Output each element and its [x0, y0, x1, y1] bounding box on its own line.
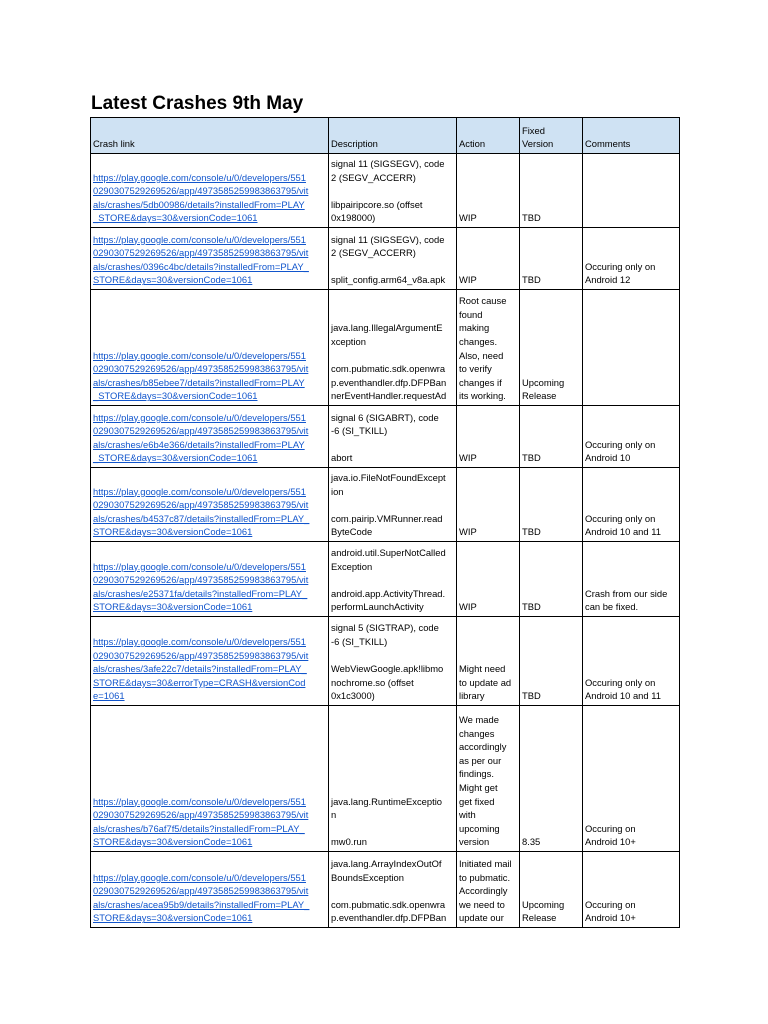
fixed-version-cell: TBD — [520, 617, 583, 706]
crash-link-cell — [91, 542, 329, 617]
description-signal: android.util.SuperNotCalled Exception — [331, 547, 446, 572]
crash-link-cell — [91, 706, 329, 852]
table-row — [91, 617, 680, 706]
crash-link[interactable]: https://play.google.com/console/u/0/developers/551 0290307529269526/app/4973585259983863795/vit als/crashes/e6b4e366/details?installedFrom=PLAY _STORE&days=30&versionCode=1061 — [93, 411, 309, 464]
table-row — [91, 706, 680, 852]
table-row — [91, 852, 680, 928]
description-signal: signal 6 (SIGABRT), code -6 (SI_TKILL) — [331, 411, 439, 437]
crashes-table — [90, 117, 680, 928]
crash-link[interactable]: https://play.google.com/console/u/0/developers/551 0290307529269526/app/4973585259983863795/vit als/crashes/3afe22c7/details?installedFrom=PLAY_ STORE&days=30&errorType=CRASH&versionCod e=1061 — [93, 636, 309, 702]
action-cell: WIP — [457, 154, 520, 228]
comments-cell: Crash from our side can be fixed. — [583, 542, 680, 617]
comments-cell: Occuring on Android 10+ — [583, 706, 680, 852]
column-header-crash-link: Crash link — [91, 118, 329, 154]
comments-cell: Occuring on Android 10+ — [583, 852, 680, 928]
action-cell: WIP — [457, 542, 520, 617]
description-spacer — [331, 822, 454, 836]
description-detail: abort — [331, 452, 353, 464]
description-signal: java.io.FileNotFoundExcept ion — [331, 472, 446, 497]
crash-link[interactable]: https://play.google.com/console/u/0/developers/551 0290307529269526/app/4973585259983863795/vit als/crashes/5db00986/details?installedFrom=PLAY _STORE&days=30&versionCode=1061 — [93, 171, 309, 224]
description-cell — [329, 468, 457, 542]
description-cell — [329, 290, 457, 406]
action-cell: WIP — [457, 228, 520, 290]
table-row — [91, 468, 680, 542]
table-row — [91, 228, 680, 290]
description-spacer — [331, 573, 454, 587]
action-cell: Root cause found making changes. Also, need to verify changes if its working. — [457, 290, 520, 406]
table-header-row — [91, 118, 680, 154]
action-cell: WIP — [457, 406, 520, 468]
description-detail: split_config.arm64_v8a.apk — [331, 274, 446, 286]
description-signal: signal 11 (SIGSEGV), code 2 (SEGV_ACCERR) — [331, 158, 445, 183]
description-signal: java.lang.RuntimeExceptio n — [331, 795, 442, 821]
crash-link[interactable]: https://play.google.com/console/u/0/developers/551 0290307529269526/app/4973585259983863795/vit als/crashes/e25371fa/details?installedFrom=PLAY_ STORE&days=30&versionCode=1061 — [93, 560, 309, 613]
action-cell: We made changes accordingly as per our findings. Might get get fixed with upcoming version — [457, 706, 520, 852]
fixed-version-cell: TBD — [520, 154, 583, 228]
description-spacer — [331, 884, 454, 898]
description-spacer — [331, 260, 454, 274]
description-cell — [329, 617, 457, 706]
description-cell — [329, 706, 457, 852]
description-cell — [329, 852, 457, 928]
description-detail: mw0.run — [331, 836, 367, 848]
crash-link-cell — [91, 154, 329, 228]
description-signal: java.lang.IllegalArgumentE xception — [331, 322, 443, 348]
description-cell — [329, 406, 457, 468]
crash-link[interactable]: https://play.google.com/console/u/0/developers/551 0290307529269526/app/4973585259983863795/vit als/crashes/acea95b9/details?installedFrom=PLAY_ STORE&days=30&versionCode=1061 — [93, 871, 310, 924]
description-cell — [329, 542, 457, 617]
description-spacer — [331, 438, 454, 452]
column-header-comments: Comments — [583, 118, 680, 154]
action-cell: Initiated mail to pubmatic. Accordingly we need to update our — [457, 852, 520, 928]
description-detail: libpairipcore.so (offset 0x198000) — [331, 198, 423, 224]
description-cell — [329, 154, 457, 228]
page-title: Latest Crashes 9th May — [91, 93, 304, 114]
description-signal: signal 5 (SIGTRAP), code -6 (SI_TKILL) — [331, 622, 439, 648]
description-spacer — [331, 649, 454, 663]
crash-link-cell — [91, 617, 329, 706]
crash-link[interactable]: https://play.google.com/console/u/0/developers/551 0290307529269526/app/4973585259983863795/vit als/crashes/b85ebee7/details?installedFrom=PLAY _STORE&days=30&versionCode=1061 — [93, 349, 309, 402]
table-row — [91, 290, 680, 406]
column-header-description: Description — [329, 118, 457, 154]
action-cell: Might need to update ad library — [457, 617, 520, 706]
fixed-version-cell: 8.35 — [520, 706, 583, 852]
crash-link-cell — [91, 290, 329, 406]
description-cell — [329, 228, 457, 290]
crash-link[interactable]: https://play.google.com/console/u/0/developers/551 0290307529269526/app/4973585259983863795/vit als/crashes/0396c4bc/details?installedFrom=PLAY_ STORE&days=30&versionCode=1061 — [93, 233, 309, 286]
fixed-version-cell: TBD — [520, 406, 583, 468]
action-cell: WIP — [457, 468, 520, 542]
fixed-version-cell: Upcoming Release — [520, 290, 583, 406]
comments-cell: Occuring only on Android 10 and 11 — [583, 468, 680, 542]
comments-cell — [583, 290, 680, 406]
description-detail: com.pairip.VMRunner.read ByteCode — [331, 512, 443, 538]
crash-link-cell — [91, 228, 329, 290]
fixed-version-cell: TBD — [520, 228, 583, 290]
description-detail: com.pubmatic.sdk.openwra p.eventhandler.dfp.DFPBan — [331, 898, 447, 924]
table-row — [91, 406, 680, 468]
crash-link-cell — [91, 468, 329, 542]
comments-cell — [583, 154, 680, 228]
fixed-version-cell: Upcoming Release — [520, 852, 583, 928]
crash-link[interactable]: https://play.google.com/console/u/0/developers/551 0290307529269526/app/4973585259983863795/vit als/crashes/b76af7f5/details?installedFrom=PLAY_ STORE&days=30&versionCode=1061 — [93, 795, 309, 848]
crash-link-cell — [91, 406, 329, 468]
description-spacer — [331, 349, 454, 363]
description-signal: signal 11 (SIGSEGV), code 2 (SEGV_ACCERR) — [331, 233, 445, 259]
table-row — [91, 542, 680, 617]
description-signal: java.lang.ArrayIndexOutOf BoundsException — [331, 858, 442, 883]
comments-cell: Occuring only on Android 10 — [583, 406, 680, 468]
crash-link[interactable]: https://play.google.com/console/u/0/developers/551 0290307529269526/app/4973585259983863795/vit als/crashes/b4537c87/details?installedFrom=PLAY_ STORE&days=30&versionCode=1061 — [93, 485, 310, 538]
description-detail: android.app.ActivityThread. performLaunchActivity — [331, 587, 446, 613]
description-spacer — [331, 498, 454, 512]
column-header-action: Action — [457, 118, 520, 154]
crash-link-cell — [91, 852, 329, 928]
comments-cell: Occuring only on Android 10 and 11 — [583, 617, 680, 706]
fixed-version-cell: TBD — [520, 542, 583, 617]
column-header-fixed-version: Fixed Version — [520, 118, 583, 154]
table-row — [91, 154, 680, 228]
description-detail: WebViewGoogle.apk!libmo nochrome.so (offset 0x1c3000) — [331, 663, 444, 702]
fixed-version-cell: TBD — [520, 468, 583, 542]
comments-cell: Occuring only on Android 12 — [583, 228, 680, 290]
description-spacer — [331, 184, 454, 198]
description-detail: com.pubmatic.sdk.openwra p.eventhandler.dfp.DFPBan nerEventHandler.requestAd — [331, 363, 447, 402]
